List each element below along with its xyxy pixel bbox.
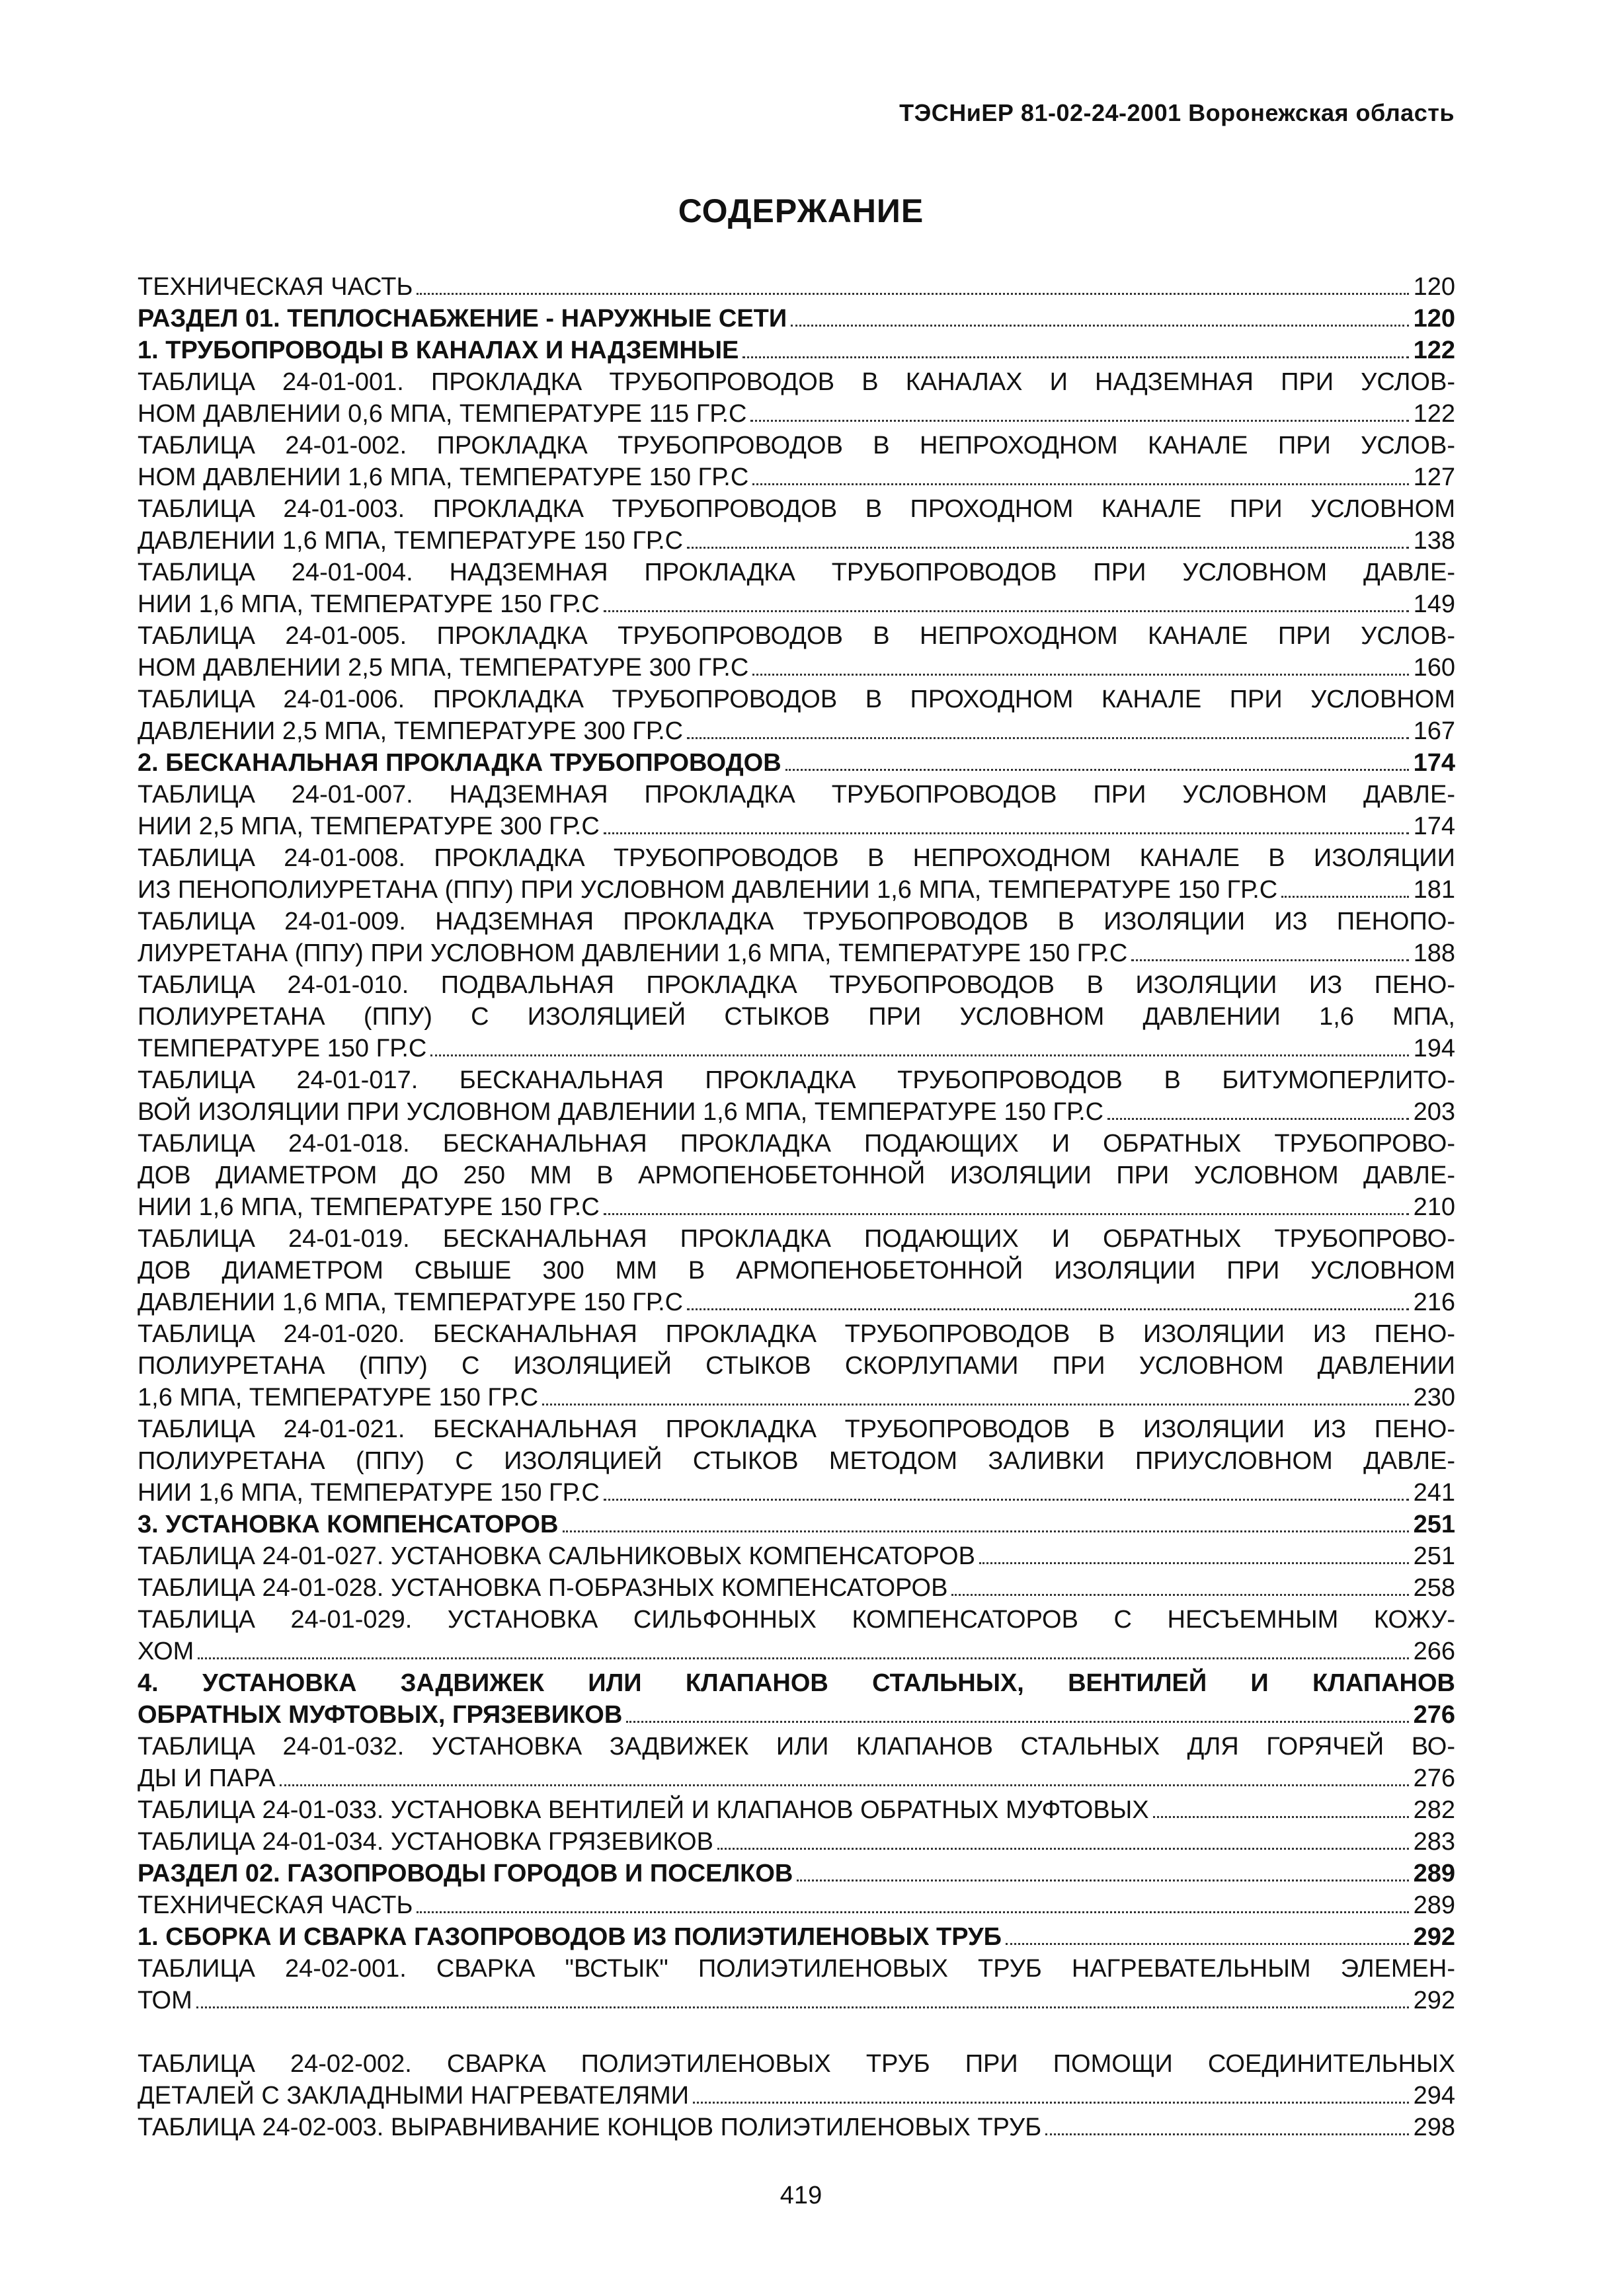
toc-entry-text: ТАБЛИЦА 24-01-027. УСТАНОВКА САЛЬНИКОВЫХ КОМПЕНСАТОРОВ <box>138 1542 975 1570</box>
toc-entry-text: ТАБЛИЦА 24-01-003. ПРОКЛАДКА ТРУБОПРОВОДОВ В ПРОХОДНОМ КАНАЛЕ ПРИ УСЛОВНОМ <box>138 495 1455 523</box>
toc-entry-text: ТАБЛИЦА 24-01-019. БЕСКАНАЛЬНАЯ ПРОКЛАДКА ПОДАЮЩИХ И ОБРАТНЫХ ТРУБОПРОВО- <box>138 1225 1455 1253</box>
dot-leader <box>542 1404 1409 1405</box>
toc-entry[interactable] <box>138 1064 1455 1128</box>
toc-entry[interactable] <box>138 1794 1455 1826</box>
toc-page-number: 292 <box>1413 1987 1455 2014</box>
toc-entry-line <box>138 1223 1455 1255</box>
toc-entry-line <box>138 1191 1455 1223</box>
toc-entry-text: 1. СБОРКА И СВАРКА ГАЗОПРОВОДОВ ИЗ ПОЛИЭТИЛЕНОВЫХ ТРУБ <box>138 1923 1002 1951</box>
dot-leader <box>687 1308 1409 1310</box>
toc-entry-line <box>138 715 1455 747</box>
toc-entry-line <box>138 1636 1455 1667</box>
toc-entry[interactable] <box>138 2112 1455 2143</box>
toc-entry-line <box>138 1540 1455 1572</box>
toc-entry-line <box>138 303 1455 335</box>
toc-page-number: 174 <box>1413 812 1455 840</box>
toc-entry-line <box>138 684 1455 715</box>
toc-entry-line <box>138 906 1455 937</box>
toc-entry-text: 1,6 МПА, ТЕМПЕРАТУРЕ 150 ГР.С <box>138 1384 539 1411</box>
toc-entry-line <box>138 937 1455 969</box>
toc-entry-line <box>138 1477 1455 1509</box>
toc-page-number: 298 <box>1413 2114 1455 2141</box>
toc-page-number: 251 <box>1413 1542 1455 1570</box>
toc-entry[interactable] <box>138 271 1455 303</box>
toc-entry-text: ДАВЛЕНИИ 1,6 МПА, ТЕМПЕРАТУРЕ 150 ГР.С <box>138 1288 684 1316</box>
toc-entry-text: ТАБЛИЦА 24-01-028. УСТАНОВКА П-ОБРАЗНЫХ КОМПЕНСАТОРОВ <box>138 1574 948 1602</box>
toc-page-number: 294 <box>1413 2082 1455 2110</box>
toc-page-number: 138 <box>1413 527 1455 555</box>
toc-entry[interactable] <box>138 969 1455 1064</box>
toc-entry[interactable] <box>138 1572 1455 1604</box>
toc-entry-text: ПОЛИУРЕТАНА (ППУ) С ИЗОЛЯЦИЕЙ СТЫКОВ ПРИ УСЛОВНОМ ДАВЛЕНИИ 1,6 МПА, <box>138 1003 1455 1031</box>
toc-entry-text: 3. УСТАНОВКА КОМПЕНСАТОРОВ <box>138 1511 559 1538</box>
toc-entry-line <box>138 1826 1455 1858</box>
toc-entry-line <box>138 969 1455 1001</box>
toc-entry-line <box>138 1953 1455 1985</box>
toc-page-number: 120 <box>1413 305 1455 333</box>
toc-entry-text: ЛИУРЕТАНА (ППУ) ПРИ УСЛОВНОМ ДАВЛЕНИИ 1,6 МПА, ТЕМПЕРАТУРЕ 150 ГР.С <box>138 939 1128 967</box>
toc-entry-text: ТАБЛИЦА 24-01-021. БЕСКАНАЛЬНАЯ ПРОКЛАДКА ТРУБОПРОВОДОВ В ИЗОЛЯЦИИ ИЗ ПЕНО- <box>138 1415 1455 1443</box>
toc-entry-text: ТАБЛИЦА 24-01-004. НАДЗЕМНАЯ ПРОКЛАДКА ТРУБОПРОВОДОВ ПРИ УСЛОВНОМ ДАВЛЕ- <box>138 559 1455 586</box>
toc-page-number: 167 <box>1413 717 1455 745</box>
toc-entry[interactable] <box>138 366 1455 430</box>
toc-entry-line <box>138 1255 1455 1287</box>
dot-leader <box>563 1530 1410 1532</box>
dot-leader <box>1281 896 1409 898</box>
toc-entry[interactable] <box>138 779 1455 842</box>
toc-entry-line <box>138 1509 1455 1540</box>
dot-leader <box>1006 1943 1409 1945</box>
toc-entry-line <box>138 366 1455 398</box>
toc-page-number: 276 <box>1413 1764 1455 1792</box>
dot-leader <box>280 1784 1409 1786</box>
toc-entry-line <box>138 1001 1455 1033</box>
dot-leader <box>417 1911 1409 1913</box>
toc-entry-text: НИИ 1,6 МПА, ТЕМПЕРАТУРЕ 150 ГР.С <box>138 1479 600 1507</box>
toc-entry-line <box>138 811 1455 842</box>
toc-entry-line <box>138 1731 1455 1762</box>
toc-entry[interactable] <box>138 1128 1455 1223</box>
toc-entry[interactable] <box>138 1223 1455 1318</box>
toc-entry-text: РАЗДЕЛ 02. ГАЗОПРОВОДЫ ГОРОДОВ И ПОСЕЛКОВ <box>138 1860 793 1887</box>
toc-entry-text: НИИ 1,6 МПА, ТЕМПЕРАТУРЕ 150 ГР.С <box>138 590 600 618</box>
dot-leader <box>742 356 1409 358</box>
toc-entry-text: НОМ ДАВЛЕНИИ 0,6 МПА, ТЕМПЕРАТУРЕ 115 ГР.С <box>138 400 747 428</box>
dot-leader <box>196 2006 1409 2008</box>
toc-entry-text: ТАБЛИЦА 24-01-034. УСТАНОВКА ГРЯЗЕВИКОВ <box>138 1828 713 1856</box>
toc-entry-line <box>138 1858 1455 1889</box>
dot-leader <box>752 483 1409 485</box>
toc-entry[interactable] <box>138 1953 1455 2016</box>
toc-entry[interactable] <box>138 1826 1455 1858</box>
toc-entry[interactable] <box>138 1667 1455 1731</box>
toc-page-number: 251 <box>1413 1511 1455 1538</box>
toc-entry-line <box>138 1318 1455 1350</box>
toc-entry-line <box>138 1128 1455 1160</box>
toc-entry-text: ИЗ ПЕНОПОЛИУРЕТАНА (ППУ) ПРИ УСЛОВНОМ ДАВЛЕНИИ 1,6 МПА, ТЕМПЕРАТУРЕ 150 ГР.С <box>138 876 1278 904</box>
toc-entry[interactable] <box>138 1604 1455 1667</box>
toc-entry-line <box>138 2080 1455 2112</box>
dot-leader <box>979 1562 1409 1564</box>
toc-page-number: 210 <box>1413 1193 1455 1221</box>
toc-entry-line <box>138 1033 1455 1064</box>
toc-page-number: 266 <box>1413 1638 1455 1665</box>
toc-entry-line <box>138 1445 1455 1477</box>
dot-leader <box>785 769 1409 771</box>
toc-page-number: 289 <box>1413 1891 1455 1919</box>
toc-page-number: 181 <box>1413 876 1455 904</box>
toc-entry-text: ТАБЛИЦА 24-01-005. ПРОКЛАДКА ТРУБОПРОВОДОВ В НЕПРОХОДНОМ КАНАЛЕ ПРИ УСЛОВ- <box>138 622 1455 650</box>
toc-title: СОДЕРЖАНИЕ <box>678 192 924 229</box>
toc-entry[interactable] <box>138 1889 1455 1921</box>
dot-leader <box>417 293 1409 295</box>
toc-entry-text: НОМ ДАВЛЕНИИ 1,6 МПА, ТЕМПЕРАТУРЕ 150 ГР.С <box>138 463 749 491</box>
toc-entry-line <box>138 1064 1455 1096</box>
dot-leader <box>604 1213 1409 1215</box>
toc-page-number: 216 <box>1413 1288 1455 1316</box>
dot-leader <box>604 610 1409 612</box>
toc-entry[interactable] <box>138 1509 1455 1540</box>
toc-entry-line <box>138 842 1455 874</box>
toc-entry-text: ХОМ <box>138 1638 194 1665</box>
toc-entry-line <box>138 1413 1455 1445</box>
toc-entry-text: ТАБЛИЦА 24-01-018. БЕСКАНАЛЬНАЯ ПРОКЛАДКА ПОДАЮЩИХ И ОБРАТНЫХ ТРУБОПРОВО- <box>138 1130 1455 1158</box>
table-of-contents <box>138 271 1455 2143</box>
dot-leader <box>693 2102 1409 2104</box>
dot-leader <box>752 674 1409 676</box>
toc-entry[interactable] <box>138 684 1455 747</box>
dot-leader <box>750 420 1409 422</box>
toc-entry[interactable] <box>138 335 1455 366</box>
toc-entry-text: ТАБЛИЦА 24-01-006. ПРОКЛАДКА ТРУБОПРОВОДОВ В ПРОХОДНОМ КАНАЛЕ ПРИ УСЛОВНОМ <box>138 686 1455 713</box>
toc-entry-text: НИИ 1,6 МПА, ТЕМПЕРАТУРЕ 150 ГР.С <box>138 1193 600 1221</box>
toc-page-number: 289 <box>1413 1860 1455 1887</box>
dot-leader <box>717 1848 1409 1850</box>
toc-entry-line <box>138 1889 1455 1921</box>
toc-entry-text: ТЕХНИЧЕСКАЯ ЧАСТЬ <box>138 1891 413 1919</box>
toc-entry-text: ТАБЛИЦА 24-02-003. ВЫРАВНИВАНИЕ КОНЦОВ ПОЛИЭТИЛЕНОВЫХ ТРУБ <box>138 2114 1042 2141</box>
toc-entry-line <box>138 1985 1455 2016</box>
toc-page-number: 188 <box>1413 939 1455 967</box>
toc-entry[interactable] <box>138 1858 1455 1889</box>
toc-entry-line <box>138 1699 1455 1731</box>
toc-page-number: 283 <box>1413 1828 1455 1856</box>
toc-entry-line <box>138 1096 1455 1128</box>
toc-entry-text: ТАБЛИЦА 24-01-032. УСТАНОВКА ЗАДВИЖЕК ИЛИ КЛАПАНОВ СТАЛЬНЫХ ДЛЯ ГОРЯЧЕЙ ВО- <box>138 1733 1455 1761</box>
toc-entry-line <box>138 1604 1455 1636</box>
dot-leader <box>1045 2133 1409 2135</box>
toc-entry-text: ТАБЛИЦА 24-01-033. УСТАНОВКА ВЕНТИЛЕЙ И КЛАПАНОВ ОБРАТНЫХ МУФТОВЫХ <box>138 1796 1149 1824</box>
toc-entry-line <box>138 1287 1455 1318</box>
toc-entry-text: ПОЛИУРЕТАНА (ППУ) С ИЗОЛЯЦИЕЙ СТЫКОВ МЕТОДОМ ЗАЛИВКИ ПРИУСЛОВНОМ ДАВЛЕ- <box>138 1447 1455 1475</box>
toc-page-number: 230 <box>1413 1384 1455 1411</box>
dot-leader <box>1107 1118 1409 1120</box>
toc-page-number: 241 <box>1413 1479 1455 1507</box>
toc-entry-text: ТАБЛИЦА 24-01-002. ПРОКЛАДКА ТРУБОПРОВОДОВ В НЕПРОХОДНОМ КАНАЛЕ ПРИ УСЛОВ- <box>138 432 1455 459</box>
toc-entry-line <box>138 557 1455 588</box>
toc-entry-line <box>138 1160 1455 1191</box>
toc-entry[interactable] <box>138 493 1455 557</box>
toc-entry-text: ПОЛИУРЕТАНА (ППУ) С ИЗОЛЯЦИЕЙ СТЫКОВ СКОРЛУПАМИ ПРИ УСЛОВНОМ ДАВЛЕНИИ <box>138 1352 1455 1380</box>
toc-entry-text: ДЫ И ПАРА <box>138 1764 276 1792</box>
toc-entry[interactable] <box>138 430 1455 493</box>
toc-entry-text: 1. ТРУБОПРОВОДЫ В КАНАЛАХ И НАДЗЕМНЫЕ <box>138 336 739 364</box>
dot-leader <box>1131 959 1409 961</box>
dot-leader <box>430 1054 1409 1056</box>
toc-entry-line <box>138 1794 1455 1826</box>
toc-entry[interactable] <box>138 842 1455 906</box>
toc-page-number: 194 <box>1413 1035 1455 1062</box>
toc-entry-line <box>138 1667 1455 1699</box>
toc-page-number: 292 <box>1413 1923 1455 1951</box>
toc-entry[interactable] <box>138 747 1455 779</box>
toc-page-number: 282 <box>1413 1796 1455 1824</box>
toc-entry[interactable] <box>138 1921 1455 1953</box>
toc-page-number: 203 <box>1413 1098 1455 1126</box>
toc-entry-line <box>138 1382 1455 1413</box>
dot-leader <box>1153 1816 1409 1818</box>
toc-entry[interactable] <box>138 1318 1455 1413</box>
toc-page-number: 127 <box>1413 463 1455 491</box>
toc-entry-line <box>138 335 1455 366</box>
toc-entry-line <box>138 1921 1455 1953</box>
toc-entry-text: ТАБЛИЦА 24-01-001. ПРОКЛАДКА ТРУБОПРОВОДОВ В КАНАЛАХ И НАДЗЕМНАЯ ПРИ УСЛОВ- <box>138 368 1455 396</box>
toc-entry-text: ДОВ ДИАМЕТРОМ ДО 250 ММ В АРМОПЕНОБЕТОННОЙ ИЗОЛЯЦИИ ПРИ УСЛОВНОМ ДАВЛЕ- <box>138 1162 1455 1189</box>
spacer <box>138 2016 1455 2048</box>
toc-entry-text: НОМ ДАВЛЕНИИ 2,5 МПА, ТЕМПЕРАТУРЕ 300 ГР.С <box>138 654 749 682</box>
toc-entry-text: ТАБЛИЦА 24-01-009. НАДЗЕМНАЯ ПРОКЛАДКА ТРУБОПРОВОДОВ В ИЗОЛЯЦИИ ИЗ ПЕНОПО- <box>138 908 1455 935</box>
dot-leader <box>797 1880 1409 1881</box>
dot-leader <box>198 1657 1409 1659</box>
toc-entry-text: ДОВ ДИАМЕТРОМ СВЫШЕ 300 ММ В АРМОПЕНОБЕТОННОЙ ИЗОЛЯЦИИ ПРИ УСЛОВНОМ <box>138 1257 1455 1285</box>
toc-page-number: 122 <box>1413 400 1455 428</box>
dot-leader <box>791 325 1409 327</box>
toc-entry[interactable] <box>138 620 1455 684</box>
toc-page-number: 149 <box>1413 590 1455 618</box>
toc-entry-text: ТОМ <box>138 1987 192 2014</box>
toc-entry-line <box>138 2048 1455 2080</box>
toc-entry-text: ДЕТАЛЕЙ С ЗАКЛАДНЫМИ НАГРЕВАТЕЛЯМИ <box>138 2082 690 2110</box>
toc-entry-text: ДАВЛЕНИИ 1,6 МПА, ТЕМПЕРАТУРЕ 150 ГР.С <box>138 527 684 555</box>
toc-entry-text: 4. УСТАНОВКА ЗАДВИЖЕК ИЛИ КЛАПАНОВ СТАЛЬНЫХ, ВЕНТИЛЕЙ И КЛАПАНОВ <box>138 1669 1455 1697</box>
toc-entry-text: ДАВЛЕНИИ 2,5 МПА, ТЕМПЕРАТУРЕ 300 ГР.С <box>138 717 684 745</box>
dot-leader <box>687 737 1409 739</box>
toc-entry-text: ТЕХНИЧЕСКАЯ ЧАСТЬ <box>138 273 413 301</box>
toc-entry-text: ТАБЛИЦА 24-02-002. СВАРКА ПОЛИЭТИЛЕНОВЫХ ТРУБ ПРИ ПОМОЩИ СОЕДИНИТЕЛЬНЫХ <box>138 2050 1455 2078</box>
toc-entry-line <box>138 588 1455 620</box>
toc-entry-line <box>138 430 1455 461</box>
toc-entry[interactable] <box>138 2048 1455 2112</box>
toc-page-number: 276 <box>1413 1701 1455 1729</box>
toc-entry-text: РАЗДЕЛ 01. ТЕПЛОСНАБЖЕНИЕ - НАРУЖНЫЕ СЕТИ <box>138 305 787 333</box>
toc-entry-text: 2. БЕСКАНАЛЬНАЯ ПРОКЛАДКА ТРУБОПРОВОДОВ <box>138 749 781 777</box>
toc-entry[interactable] <box>138 1413 1455 1509</box>
dot-leader <box>951 1594 1409 1596</box>
toc-entry-line <box>138 1350 1455 1382</box>
toc-entry[interactable] <box>138 1540 1455 1572</box>
toc-entry[interactable] <box>138 906 1455 969</box>
toc-page-number: 160 <box>1413 654 1455 682</box>
toc-entry-line <box>138 652 1455 684</box>
toc-page-number: 258 <box>1413 1574 1455 1602</box>
toc-entry-text: ОБРАТНЫХ МУФТОВЫХ, ГРЯЗЕВИКОВ <box>138 1701 623 1729</box>
dot-leader <box>604 832 1409 834</box>
dot-leader <box>687 547 1409 549</box>
toc-entry-text: ТЕМПЕРАТУРЕ 150 ГР.С <box>138 1035 427 1062</box>
toc-entry-line <box>138 779 1455 811</box>
page-number: 419 <box>780 2182 822 2209</box>
toc-entry-text: ТАБЛИЦА 24-01-010. ПОДВАЛЬНАЯ ПРОКЛАДКА ТРУБОПРОВОДОВ В ИЗОЛЯЦИИ ИЗ ПЕНО- <box>138 971 1455 999</box>
toc-page-number: 122 <box>1413 336 1455 364</box>
toc-entry-line <box>138 620 1455 652</box>
toc-entry-line <box>138 2112 1455 2143</box>
toc-entry-line <box>138 874 1455 906</box>
toc-page-number: 120 <box>1413 273 1455 301</box>
toc-entry-text: ТАБЛИЦА 24-01-020. БЕСКАНАЛЬНАЯ ПРОКЛАДКА ТРУБОПРОВОДОВ В ИЗОЛЯЦИИ ИЗ ПЕНО- <box>138 1320 1455 1348</box>
document-header: ТЭСНиЕР 81-02-24-2001 Воронежская область <box>899 99 1455 126</box>
toc-entry[interactable] <box>138 557 1455 620</box>
toc-entry-line <box>138 1572 1455 1604</box>
toc-entry-line <box>138 747 1455 779</box>
toc-entry-text: ТАБЛИЦА 24-01-008. ПРОКЛАДКА ТРУБОПРОВОДОВ В НЕПРОХОДНОМ КАНАЛЕ В ИЗОЛЯЦИИ <box>138 844 1455 872</box>
toc-entry-line <box>138 271 1455 303</box>
toc-entry-text: ТАБЛИЦА 24-01-017. БЕСКАНАЛЬНАЯ ПРОКЛАДКА ТРУБОПРОВОДОВ В БИТУМОПЕРЛИТО- <box>138 1066 1455 1094</box>
toc-entry-text: НИИ 2,5 МПА, ТЕМПЕРАТУРЕ 300 ГР.С <box>138 812 600 840</box>
toc-entry-text: ТАБЛИЦА 24-01-029. УСТАНОВКА СИЛЬФОННЫХ КОМПЕНСАТОРОВ С НЕСЪЕМНЫМ КОЖУ- <box>138 1606 1455 1634</box>
toc-entry-line <box>138 1762 1455 1794</box>
dot-leader <box>626 1721 1409 1723</box>
toc-entry[interactable] <box>138 303 1455 335</box>
toc-page-number: 174 <box>1413 749 1455 777</box>
toc-entry-line <box>138 525 1455 557</box>
toc-entry-line <box>138 398 1455 430</box>
toc-entry-line <box>138 493 1455 525</box>
toc-entry-text: ВОЙ ИЗОЛЯЦИИ ПРИ УСЛОВНОМ ДАВЛЕНИИ 1,6 МПА, ТЕМПЕРАТУРЕ 150 ГР.С <box>138 1098 1104 1126</box>
toc-entry[interactable] <box>138 1731 1455 1794</box>
toc-entry-text: ТАБЛИЦА 24-01-007. НАДЗЕМНАЯ ПРОКЛАДКА ТРУБОПРОВОДОВ ПРИ УСЛОВНОМ ДАВЛЕ- <box>138 781 1455 809</box>
toc-entry-line <box>138 461 1455 493</box>
dot-leader <box>604 1499 1409 1501</box>
toc-entry-text: ТАБЛИЦА 24-02-001. СВАРКА "ВСТЫК" ПОЛИЭТИЛЕНОВЫХ ТРУБ НАГРЕВАТЕЛЬНЫМ ЭЛЕМЕН- <box>138 1955 1455 1983</box>
